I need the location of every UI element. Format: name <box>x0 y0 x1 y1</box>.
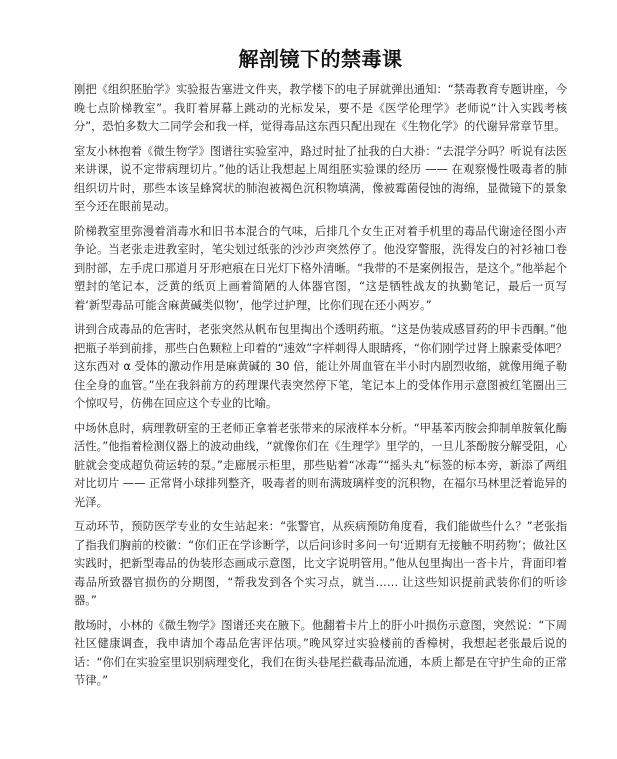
paragraph-3: 阶梯教室里弥漫着消毒水和旧书本混合的气味，后排几个女生正对着手机里的毒品代谢途径图小声争论。当老张走进教室时，笔尖划过纸张的沙沙声突然停了。他没穿警服，洗得发白的衬衫袖口卷到肘部，左手虎口那道月牙形疤痕在日光灯下格外清晰。“我带的不是案例报告，是这个。”他举起个塑封的笔记本，泛黄的纸页上画着简陋的人体器官图，“这是牺牲战友的执勤笔记，最后一页写着‘新型毒品可能含麻黄碱类似物’，他学过护理，比你们现在还小两岁。” <box>74 224 567 312</box>
paragraph-6: 互动环节，预防医学专业的女生站起来：“张警官，从疾病预防角度看，我们能做些什么？”老张指了指我们胸前的校徽：“你们正在学诊断学，以后问诊时多问一句‘近期有无接触不明药物’；做社区实践时，把新型毒品的伪装形态画成示意图，比文字说明管用。”他从包里掏出一沓卡片，背面印着毒品所致器官损伤的分期图，“帮我发到各个实习点，就当…… 让这些知识提前武装你们的听诊器。” <box>74 520 567 607</box>
document-body <box>74 81 567 691</box>
paragraph-2: 室友小林抱着《微生物学》图谱往实验室冲，路过时扯了扯我的白大褂：“去混学分吗？听说有法医来讲课，说不定带病理切片。”他的话让我想起上周组胚实验课的经历 —— 在观察慢性吸毒者的肺组织切片时，那些本该呈蜂窝状的肺泡被褐色沉积物填满，像被霉菌侵蚀的海绵，显微镜下的景象至今还在眼前晃动。 <box>74 144 567 213</box>
paragraph-4: 讲到合成毒品的危害时，老张突然从帆布包里掏出个透明药瓶。“这是伪装成感冒药的甲卡西酮。”他把瓶子举到前排，那些白色颗粒上印着的“速效”字样刺得人眼睛疼，“你们刚学过肾上腺素受体吧？这东西对 α 受体的激动作用是麻黄碱的 30 倍，能让外周血管在半小时内剧烈收缩，就像用绳子勒住全身的血管。”坐在我斜前方的药理课代表突然停下笔，笔记本上的受体作用示意图被红笔圈出三个惊叹号，仿佛在回应这个专业的比喻。 <box>74 323 567 410</box>
paragraph-1: 刚把《组织胚胎学》实验报告塞进文件夹，教学楼下的电子屏就弹出通知：“禁毒教育专题讲座，今晚七点阶梯教室”。我盯着屏幕上跳动的光标发呆，要不是《医学伦理学》老师说“计入实践考核分”，恐怕多数大二同学会和我一样，觉得毒品这东西只配出现在《生物化学》的代谢异常章节里。 <box>74 83 567 133</box>
paragraph-5: 中场休息时，病理教研室的王老师正拿着老张带来的尿液样本分析。“甲基苯丙胺会抑制单胺氧化酶活性。”他指着检测仪器上的波动曲线，“就像你们在《生理学》里学的，一旦儿茶酚胺分解受阻，心脏就会变成超负荷运转的泵。”走廊展示柜里，那些贴着“冰毒”“摇头丸”标签的标本旁，新添了两组对比切片 —— 正常肾小球排列整齐，吸毒者的则布满玻璃样变的沉积物，在福尔马林里泛着诡异的光泽。 <box>74 421 567 509</box>
paragraph-7: 散场时，小林的《微生物学》图谱还夹在腋下。他翻着卡片上的肝小叶损伤示意图，突然说：“下周社区健康调查，我申请加个毒品危害评估项。”晚风穿过实验楼前的香樟树，我想起老张最后说的话：“你们在实验室里识别病理变化，我们在街头巷尾拦截毒品流通，本质上都是在守护生命的正常节律。” <box>74 618 567 687</box>
document-title: 解剖镜下的禁毒课 <box>238 47 403 71</box>
